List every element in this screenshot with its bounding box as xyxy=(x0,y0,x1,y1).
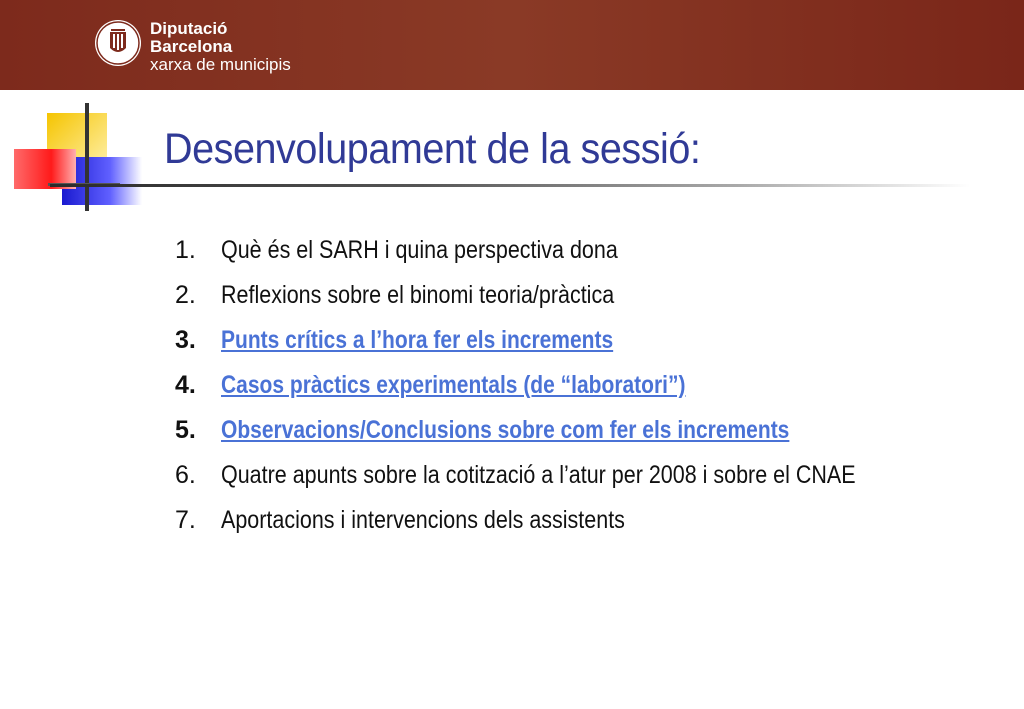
agenda-item-link[interactable]: Casos pràctics experimentals (de “laboratori”) xyxy=(221,371,686,399)
agenda-item-number: 2. xyxy=(175,281,196,309)
agenda-item-number: 3. xyxy=(175,326,196,354)
seal-emblem-icon xyxy=(95,20,141,66)
agenda-item-link[interactable]: Observacions/Conclusions sobre com fer els increments xyxy=(221,416,790,444)
slide-title: Desenvolupament de la sessió: xyxy=(164,125,701,173)
agenda-item-text: Reflexions sobre el binomi teoria/pràctica xyxy=(221,281,615,309)
agenda-item-number: 7. xyxy=(175,506,196,534)
agenda-item-text: Quatre apunts sobre la cotització a l’atur per 2008 i sobre el CNAE xyxy=(221,461,856,489)
diputacio-seal-logo xyxy=(95,20,141,66)
agenda-item-text: Què és el SARH i quina perspectiva dona xyxy=(221,236,618,264)
agenda-item-link[interactable]: Punts crítics a l’hora fer els increments xyxy=(221,326,614,354)
header-banner xyxy=(0,0,1024,90)
org-name-line-2: Barcelona xyxy=(150,37,233,56)
organization-name xyxy=(150,20,291,74)
agenda-item-text: Aportacions i intervencions dels assistents xyxy=(221,506,625,534)
agenda-item-number: 1. xyxy=(175,236,196,264)
org-tagline: xarxa de municipis xyxy=(150,55,291,74)
org-name-line-1: Diputació xyxy=(150,19,228,38)
title-divider xyxy=(50,184,970,187)
decorative-squares-graphic xyxy=(0,95,170,215)
agenda-item-number: 5. xyxy=(175,416,196,444)
agenda-item-number: 6. xyxy=(175,461,196,489)
agenda-item-number: 4. xyxy=(175,371,196,399)
